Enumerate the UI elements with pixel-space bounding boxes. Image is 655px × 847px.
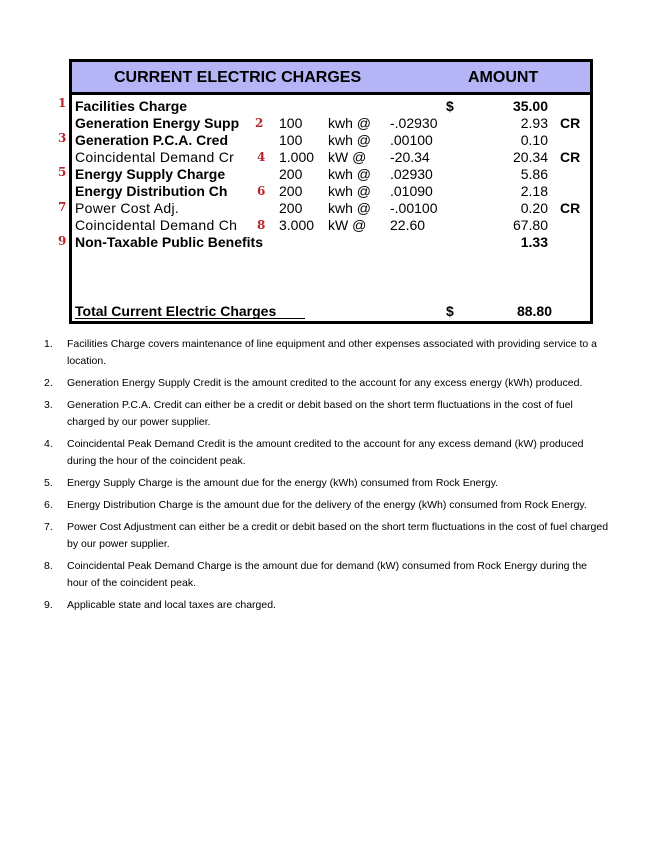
unit-rate-label: kwh @ — [328, 115, 371, 131]
rate: .00100 — [390, 132, 433, 148]
table-row — [72, 132, 590, 149]
ref-number: 7 — [58, 200, 67, 214]
footnote-number: 3. — [44, 399, 53, 411]
footnote-text: Facilities Charge covers maintenance of line equipment and other expenses associated with providing service to a location. — [67, 338, 597, 367]
footnote-number: 2. — [44, 377, 53, 389]
quantity: 100 — [279, 115, 303, 131]
ref-number: 1 — [58, 96, 67, 110]
table-row — [72, 183, 590, 200]
footnote — [44, 519, 609, 553]
rate: -20.34 — [390, 149, 430, 165]
footnote-number: 4. — [44, 438, 53, 450]
rate: .01090 — [390, 183, 433, 199]
ref-number: 8 — [257, 218, 266, 232]
footnote-number: 9. — [44, 599, 53, 611]
charge-amount: 2.18 — [520, 183, 548, 199]
ref-number: 2 — [255, 116, 264, 130]
footnote-number: 7. — [44, 521, 53, 533]
charge-description: Generation P.C.A. Cred — [75, 132, 229, 148]
charge-description: Generation Energy Supp — [75, 115, 240, 131]
rate: 22.60 — [390, 217, 426, 233]
charge-amount: 0.20 — [520, 200, 548, 216]
charge-amount: 1.33 — [520, 234, 548, 250]
charge-description: Coincidental Demand Cr — [75, 149, 235, 165]
unit-rate-label: kW @ — [328, 149, 367, 165]
charge-amount: 20.34 — [512, 149, 548, 165]
table-title: CURRENT ELECTRIC CHARGES — [114, 69, 362, 86]
charge-amount: 0.10 — [520, 132, 548, 148]
footnote-number: 6. — [44, 499, 53, 511]
footnote-number: 1. — [44, 338, 53, 350]
table-header — [72, 62, 590, 95]
footnote-number: 5. — [44, 477, 53, 489]
total-dollar-sign: $ — [446, 303, 454, 319]
quantity: 200 — [279, 166, 303, 182]
ref-number: 4 — [257, 150, 266, 164]
quantity: 3.000 — [279, 217, 315, 233]
ref-number: 5 — [58, 165, 67, 179]
quantity: 200 — [279, 183, 303, 199]
charge-amount: 35.00 — [512, 98, 548, 114]
footnote — [44, 397, 609, 431]
table-row — [72, 98, 590, 115]
footnote — [44, 597, 609, 614]
credit-marker: CR — [560, 115, 581, 131]
table-row — [72, 200, 590, 217]
table-row — [72, 115, 590, 132]
footnote-number: 8. — [44, 560, 53, 572]
table-row — [72, 166, 590, 183]
charge-amount: 5.86 — [520, 166, 548, 182]
footnote-text: Applicable state and local taxes are charged. — [67, 599, 276, 611]
charge-description: Energy Distribution Ch — [75, 183, 228, 199]
table-row — [72, 234, 590, 251]
unit-rate-label: kwh @ — [328, 132, 371, 148]
footnote-text: Energy Distribution Charge is the amount due for the delivery of the energy (kWh) consumed from Rock Energy. — [67, 499, 587, 511]
ref-number: 3 — [58, 131, 67, 145]
table-row — [72, 217, 590, 234]
total-underline — [75, 318, 305, 319]
charges-table — [69, 59, 593, 324]
unit-rate-label: kwh @ — [328, 166, 371, 182]
footnote-text: Power Cost Adjustment can either be a credit or debit based on the short term fluctuations in the cost of fuel charged by our power supplier. — [67, 521, 609, 550]
credit-marker: CR — [560, 149, 581, 165]
footnote-text: Generation P.C.A. Credit can either be a credit or debit based on the short term fluctuations in the cost of fuel charged by our power supplier. — [67, 399, 573, 428]
footnote-text: Energy Supply Charge is the amount due for the energy (kWh) consumed from Rock Energy. — [67, 477, 499, 489]
footnote — [44, 336, 609, 370]
footnote — [44, 436, 609, 470]
quantity: 1.000 — [279, 149, 315, 165]
charge-description: Power Cost Adj. — [75, 200, 180, 216]
charge-amount: 2.93 — [520, 115, 548, 131]
quantity: 200 — [279, 200, 303, 216]
rate: -.02930 — [390, 115, 438, 131]
footnote-text: Coincidental Peak Demand Charge is the amount due for demand (kW) consumed from Rock Energy during the hour of the coincident peak. — [67, 560, 588, 589]
charge-description: Non-Taxable Public Benefits — [75, 234, 263, 250]
unit-rate-label: kW @ — [328, 217, 367, 233]
unit-rate-label: kwh @ — [328, 200, 371, 216]
total-label: Total Current Electric Charges — [75, 303, 277, 319]
rate: -.00100 — [390, 200, 438, 216]
ref-number: 9 — [58, 234, 67, 248]
table-row — [72, 149, 590, 166]
charge-description: Facilities Charge — [75, 98, 188, 114]
charge-description: Coincidental Demand Ch — [75, 217, 238, 233]
ref-number: 6 — [257, 184, 266, 198]
footnote — [44, 475, 609, 492]
rate: .02930 — [390, 166, 433, 182]
footnote — [44, 558, 609, 592]
charge-amount: 67.80 — [512, 217, 548, 233]
total-amount: 88.80 — [516, 303, 552, 319]
footnote — [44, 497, 609, 514]
footnote-text: Coincidental Peak Demand Credit is the amount credited to the account for any excess demand (kW) produced during the hour of the coincident peak. — [67, 438, 584, 467]
credit-marker: CR — [560, 200, 581, 216]
amount-column-header: AMOUNT — [468, 69, 539, 86]
footnote — [44, 375, 609, 392]
unit-rate-label: kwh @ — [328, 183, 371, 199]
charge-description: Energy Supply Charge — [75, 166, 226, 182]
footnote-text: Generation Energy Supply Credit is the amount credited to the account for any excess energy (kWh) produced. — [67, 377, 583, 389]
quantity: 100 — [279, 132, 303, 148]
footnotes-list — [44, 336, 609, 619]
dollar-sign: $ — [446, 98, 454, 114]
